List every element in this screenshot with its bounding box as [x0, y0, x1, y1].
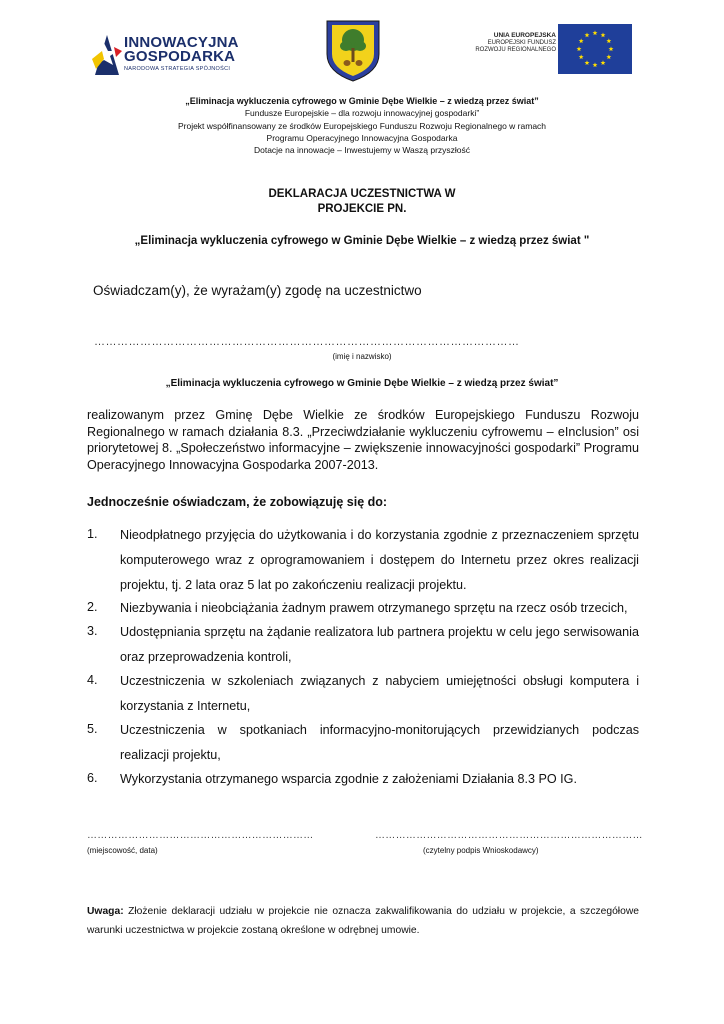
project-title: „Eliminacja wykluczenia cyfrowego w Gminie Dębe Wielkie – z wiedzą przez świat "	[134, 235, 590, 247]
consent-statement: Oświadczam(y), że wyrażam(y) zgodę na uczestnictwo	[93, 283, 422, 298]
note-label: Uwaga:	[87, 906, 124, 917]
ig-line1: INNOWACYJNA	[124, 34, 239, 51]
eu-line1: UNIA EUROPEJSKA	[493, 32, 556, 39]
note-text: Złożenie deklaracji udziału w projekcie nie oznacza zakwalifikowania do udziału w projekcie, a szczegółowe warunki uczestnictwa w projekcie zostaną określone w odrębnej umowie.	[87, 906, 639, 936]
note	[87, 902, 639, 940]
list-item-text: Uczestniczenia w spotkaniach informacyjno-monitorujących przewidzianych podczas realizacji projektu,	[120, 723, 639, 762]
header-line2: Fundusze Europejskie – dla rozwoju innowacyjnej gospodarki”	[244, 108, 480, 118]
name-field-line: …………………………………………………………………………………………………	[94, 336, 520, 348]
list-item-text: Uczestniczenia w szkoleniach związanych z nabyciem umiejętności obsługi komputera i korzystania z Internetu,	[120, 674, 639, 713]
list-item-text: Wykorzystania otrzymanego wsparcia zgodnie z założeniami Działania 8.3 PO IG.	[120, 772, 577, 786]
list-item-number: 3.	[87, 624, 98, 638]
eu-line2: EUROPEJSKI FUNDUSZ	[487, 40, 556, 46]
place-date-caption: (miejscowość, data)	[87, 846, 158, 855]
list-item-number: 1.	[87, 527, 98, 541]
innowacyjna-gospodarka-logo	[92, 27, 252, 77]
ig-line2: GOSPODARKA	[124, 48, 236, 65]
signature-caption: (czytelny podpis Wnioskodawcy)	[423, 846, 539, 855]
commitment-heading: Jednocześnie oświadczam, że zobowiązuję się do:	[87, 495, 388, 509]
place-date-line: …………………………………………………………	[87, 830, 314, 841]
list-item-text: Udostępniania sprzętu na żądanie realizatora lub partnera projektu w celu jego serwisowania oraz przeprowadzenia kontroli,	[120, 625, 639, 664]
declaration-title-line2: PROJEKCIE PN.	[317, 203, 407, 215]
list-item-number: 2.	[87, 600, 98, 614]
list-item-number: 4.	[87, 673, 98, 687]
eu-fund-text	[462, 32, 556, 54]
list-item-number: 5.	[87, 722, 98, 736]
header-line3: Projekt współfinansowany ze środków Europejskiego Funduszu Rozwoju Regionalnego w ramach	[177, 121, 547, 131]
signature-line: ……………………………………………………………………	[375, 830, 643, 841]
header-title: „Eliminacja wykluczenia cyfrowego w Gminie Dębe Wielkie – z wiedzą przez świat”	[185, 96, 539, 106]
name-caption: (imię i nazwisko)	[332, 352, 392, 361]
list-item-number: 6.	[87, 771, 98, 785]
header-line4: Programu Operacyjnego Innowacyjna Gospodarka	[266, 133, 458, 143]
eu-line3: ROZWOJU REGIONALNEGO	[475, 47, 556, 53]
declaration-title-line1: DEKLARACJA UCZESTNICTWA W	[268, 188, 456, 200]
ig-star-icon	[92, 29, 122, 75]
project-title-2: „Eliminacja wykluczenia cyfrowego w Gminie Dębe Wielkie – z wiedzą przez świat”	[165, 378, 559, 389]
list-item-text: Nieodpłatnego przyjęcia do użytkowania i do korzystania zgodnie z przeznaczeniem sprzętu komputerowego wraz z oprogramowaniem i dostępem do Internetu przez okres realizacji projektu, tj. 2 lata oraz 5 lat po zakończeniu realizacji projektu.	[120, 528, 639, 592]
ig-subtitle: NARODOWA STRATEGIA SPÓJNOŚCI	[124, 66, 231, 72]
list-item-text: Niezbywania i nieobciążania żadnym prawem otrzymanego sprzętu na rzecz osób trzecich,	[120, 601, 628, 615]
eu-flag-icon	[558, 24, 632, 74]
gmina-crest-icon	[326, 20, 380, 82]
project-paragraph: realizowanym przez Gminę Dębe Wielkie ze środków Europejskiego Funduszu Rozwoju Regionalnego w ramach działania 8.3. „Przeciwdziałanie wykluczeniu cyfrowemu – eInclusion” osi priorytetowej 8. „Społeczeństwo informacyjne – zwiększenie innowacyjności gospodarki” Programu Operacyjnego Innowacyjna Gospodarka 2007-2013.	[87, 408, 639, 472]
header-line5: Dotacje na innowacje – Inwestujemy w Waszą przyszłość	[253, 145, 471, 155]
